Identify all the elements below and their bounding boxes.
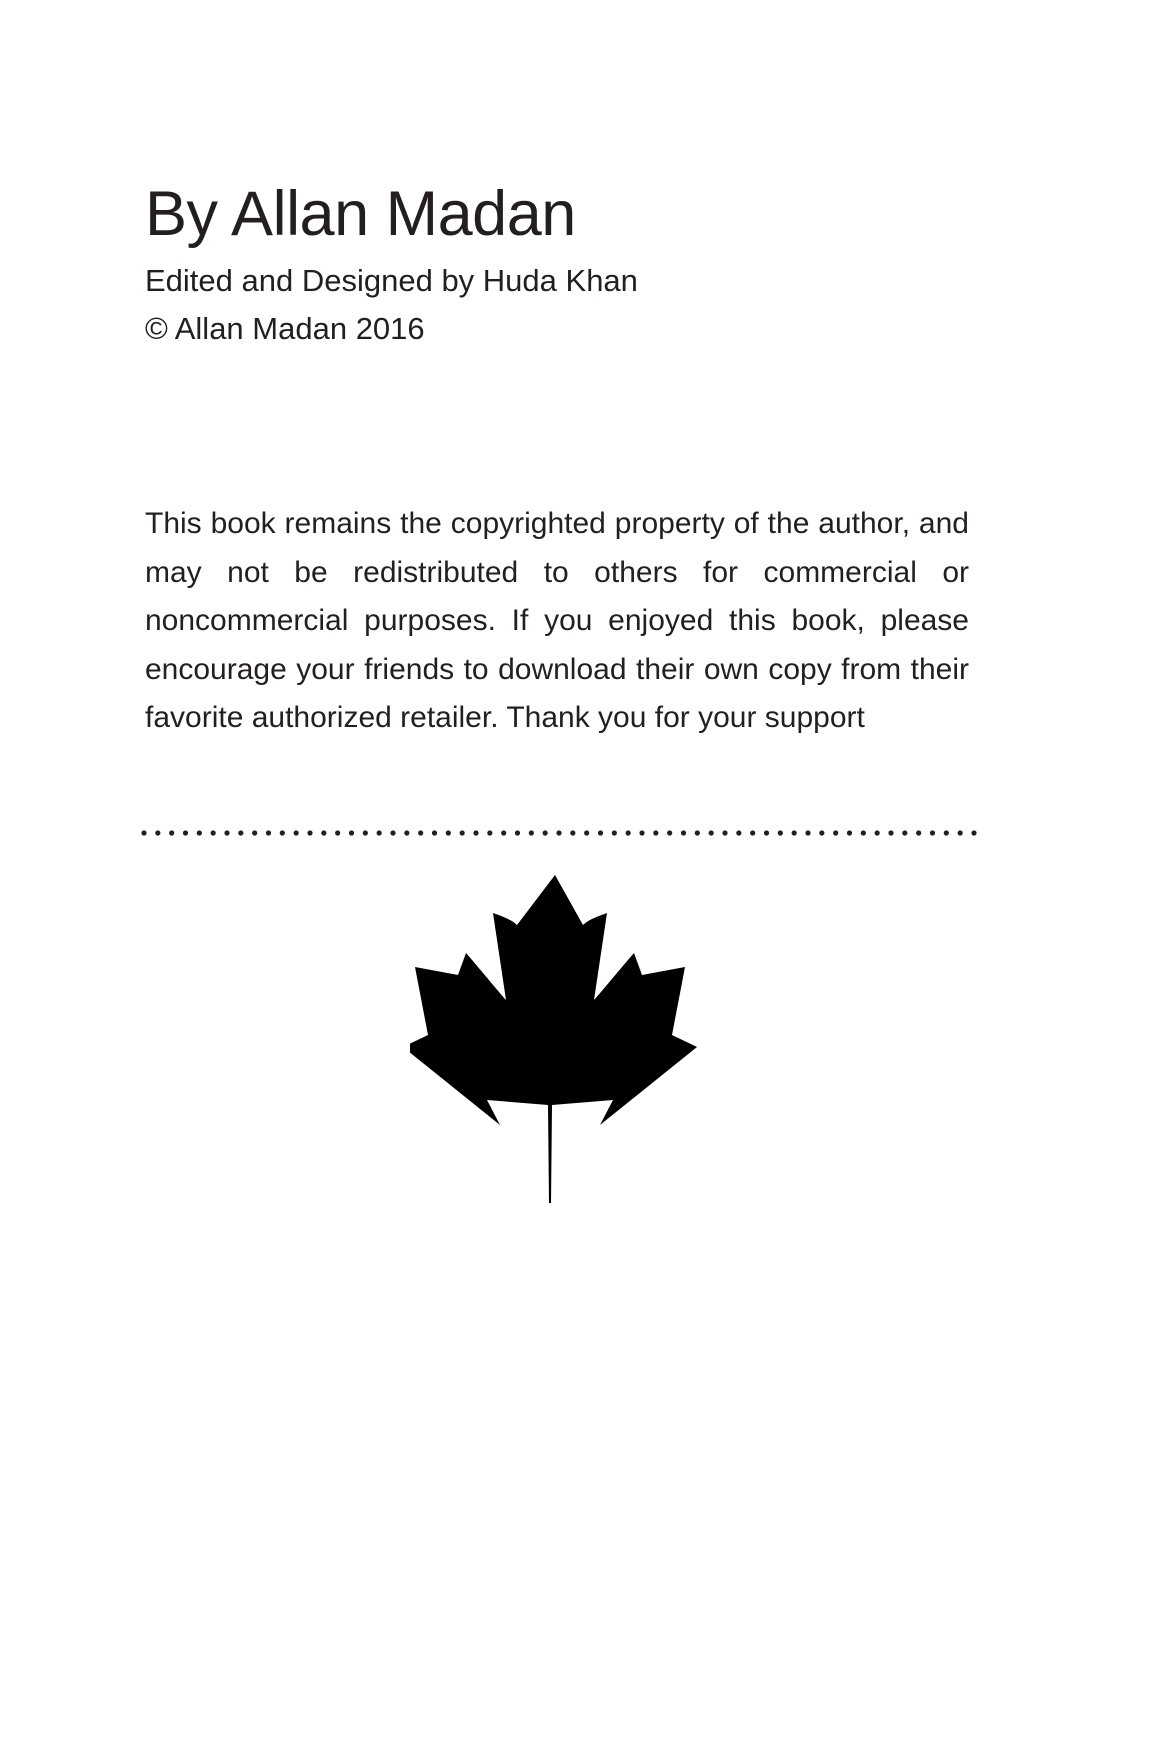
divider-dot	[944, 830, 949, 835]
editor-line: Edited and Designed by Huda Khan	[145, 263, 638, 298]
divider-dot	[778, 830, 783, 835]
divider-dot	[971, 830, 976, 835]
divider-dot	[902, 830, 907, 835]
divider-dot	[888, 830, 893, 835]
divider-dot	[792, 830, 797, 835]
divider-dot	[183, 830, 188, 835]
divider-dot	[695, 830, 700, 835]
divider-dot	[764, 830, 769, 835]
divider-dot	[750, 830, 755, 835]
divider-dot	[363, 830, 368, 835]
divider-dot	[294, 830, 299, 835]
divider-dot	[390, 830, 395, 835]
divider-dot	[847, 830, 852, 835]
divider-dot	[805, 830, 810, 835]
maple-leaf-icon	[410, 875, 700, 1205]
divider-dot	[736, 830, 741, 835]
divider-dot	[460, 830, 465, 835]
divider-dot	[280, 830, 285, 835]
divider-dot	[653, 830, 658, 835]
dotted-divider	[140, 829, 978, 837]
divider-dot	[307, 830, 312, 835]
divider-dot	[211, 830, 216, 835]
divider-dot	[432, 830, 437, 835]
divider-dot	[155, 830, 160, 835]
divider-dot	[709, 830, 714, 835]
divider-dot	[556, 830, 561, 835]
divider-dot	[266, 830, 271, 835]
divider-dot	[626, 830, 631, 835]
divider-dot	[570, 830, 575, 835]
divider-dot	[252, 830, 257, 835]
divider-dot	[377, 830, 382, 835]
divider-dot	[529, 830, 534, 835]
divider-dot	[612, 830, 617, 835]
author-line: By Allan Madan	[145, 179, 576, 249]
divider-dot	[515, 830, 520, 835]
divider-dot	[404, 830, 409, 835]
divider-dot	[584, 830, 589, 835]
divider-dot	[958, 830, 963, 835]
divider-dot	[681, 830, 686, 835]
divider-dot	[543, 830, 548, 835]
divider-dot	[930, 830, 935, 835]
divider-dot	[861, 830, 866, 835]
copyright-notice: This book remains the copyrighted property of the author, and may not be redistributed to others for commercial or noncommercial purposes. If you enjoyed this book, please encourage your friends to download their own copy from their favorite authorized retailer. Thank you for your support	[145, 507, 969, 734]
divider-dot	[197, 830, 202, 835]
divider-dot	[916, 830, 921, 835]
copyright-line: © Allan Madan 2016	[145, 311, 425, 346]
divider-dot	[722, 830, 727, 835]
divider-dot	[598, 830, 603, 835]
divider-dot	[819, 830, 824, 835]
divider-dot	[639, 830, 644, 835]
divider-dot	[238, 830, 243, 835]
divider-dot	[833, 830, 838, 835]
divider-dot	[501, 830, 506, 835]
divider-dot	[473, 830, 478, 835]
divider-dot	[141, 830, 146, 835]
divider-dot	[335, 830, 340, 835]
divider-dot	[169, 830, 174, 835]
divider-dot	[321, 830, 326, 835]
divider-dot	[446, 830, 451, 835]
divider-dot	[667, 830, 672, 835]
divider-dot	[418, 830, 423, 835]
divider-dot	[349, 830, 354, 835]
divider-dot	[487, 830, 492, 835]
divider-dot	[224, 830, 229, 835]
divider-dot	[875, 830, 880, 835]
